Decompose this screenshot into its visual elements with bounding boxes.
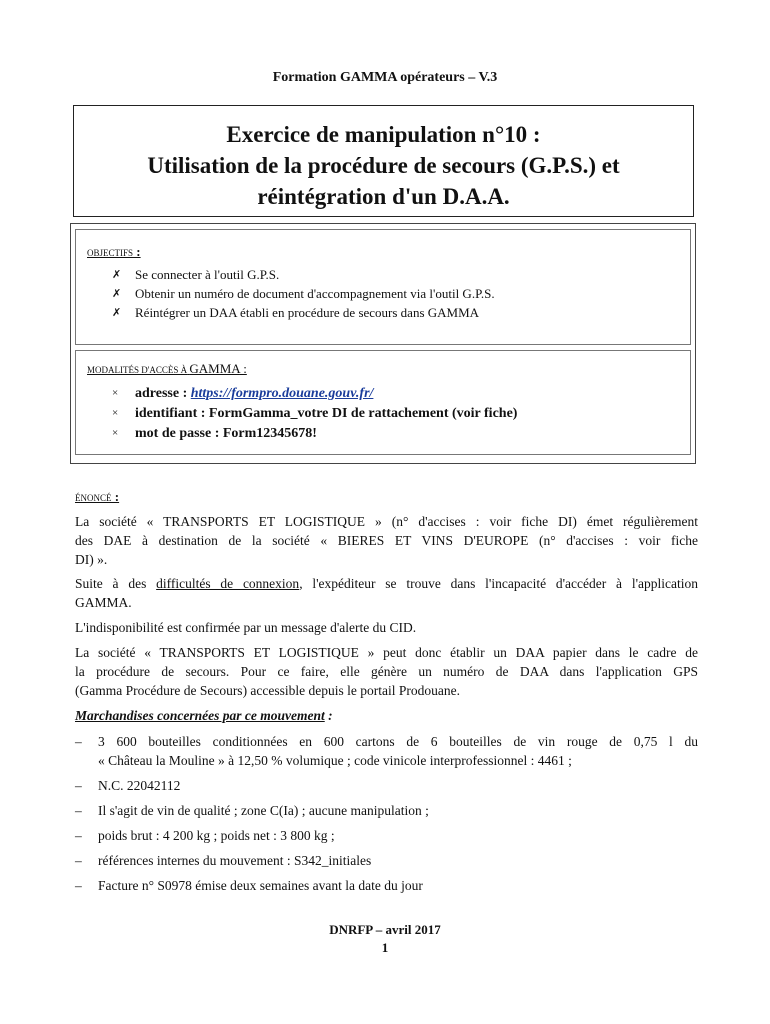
goods-heading: Marchandises concernées par ce mouvement : [75, 708, 333, 723]
formpro-link[interactable]: https://formpro.douane.gouv.fr/ [190, 386, 374, 401]
statement-paragraph-4: La société « TRANSPORTS ET LOGISTIQUE » peut donc établir un DAA papier dans le cadre de la procédure de secours. Pour ce faire, elle génère un numéro de DAA dans l'application GPS (Gamma Procédure de Secours) accessible depuis le portail Prodouane. [75, 645, 698, 698]
objectives-section: OBJECTIFS : ✗ Se connecter à l'outil G.P.S. ✗ Obtenir un numéro de document d'accompagnement via l'outil G.P.S. ✗ Réintégrer un DAA établi en procédure de secours dans GAMMA [75, 229, 691, 345]
times-bullet-icon: × [112, 427, 119, 439]
cross-bullet-icon: ✗ [112, 307, 122, 319]
title-line-3: réintégration d'un D.A.A. [257, 184, 510, 209]
cross-bullet-icon: ✗ [112, 269, 122, 281]
dash-bullet: – [75, 878, 82, 893]
cross-bullet-icon: ✗ [112, 288, 122, 300]
access-label: MODALITÉS D'ACCÈS À GAMMA : [87, 361, 247, 376]
times-bullet-icon: × [112, 407, 119, 419]
statement-label: ÉNONCÉ : [75, 489, 120, 504]
dash-bullet: – [75, 778, 82, 793]
page-number: 1 [381, 940, 389, 955]
exercise-title-box [73, 105, 694, 217]
dash-bullet: – [75, 734, 82, 749]
dash-bullet: – [75, 853, 82, 868]
dash-bullet: – [75, 803, 82, 818]
access-section: MODALITÉS D'ACCÈS À GAMMA : × adresse : https://formpro.douane.gouv.fr/ × identifiant : FormGamma_votre DI de rattachement (voir fiche) × mot de passe : Form12345678! [75, 350, 691, 455]
info-box [70, 223, 696, 464]
objectives-label: OBJECTIFS : [87, 244, 141, 259]
title-line-2: Utilisation de la procédure de secours (G.P.S.) et [147, 153, 620, 178]
dash-bullet: – [75, 828, 82, 843]
document-header: Formation GAMMA opérateurs – V.3 [272, 70, 498, 85]
document-footer [0, 921, 770, 957]
times-bullet-icon: × [112, 387, 119, 399]
statement-paragraph-2: Suite à des difficultés de connexion, l'expéditeur se trouve dans l'incapacité d'accéder à l'application GAMMA. [75, 576, 698, 610]
statement-paragraph-1: La société « TRANSPORTS ET LOGISTIQUE » (n° d'accises : voir fiche DI) émet régulièrement des DAE à destination de la société « BIERES ET VINS D'EUROPE (n° d'accises : voir fiche DI) ». [75, 514, 698, 567]
footer-line: DNRFP – avril 2017 [329, 922, 441, 937]
title-line-1: Exercice de manipulation n°10 : [226, 122, 541, 147]
statement-paragraph-3: L'indisponibilité est confirmée par un message d'alerte du CID. [75, 620, 417, 635]
